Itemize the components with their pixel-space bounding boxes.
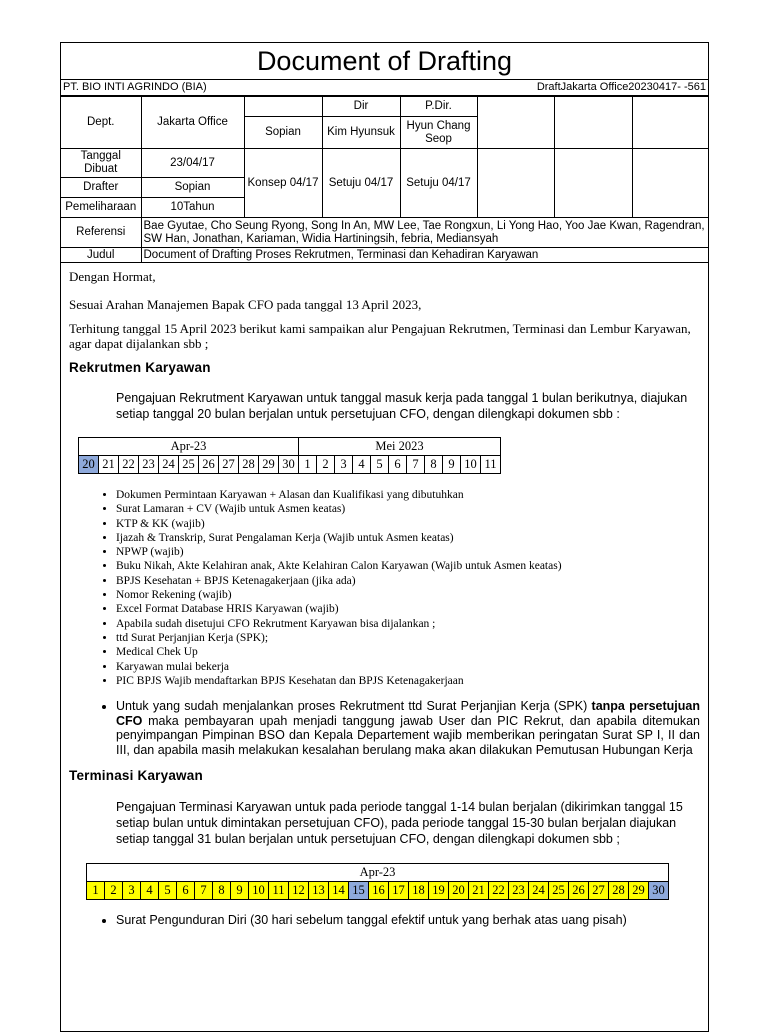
calendar-day: 27 xyxy=(589,881,609,899)
list-item: • Dokumen Permintaan Karyawan + Alasan dan Kualifikasi yang dibutuhkan xyxy=(116,488,700,502)
empty-cell xyxy=(554,97,632,149)
calendar-month-label: Mei 2023 xyxy=(299,438,501,456)
calendar-day: 3 xyxy=(335,456,353,474)
terminasi-document-list xyxy=(69,913,700,928)
empty-cell xyxy=(554,149,632,218)
calendar-day: 24 xyxy=(529,881,549,899)
calendar-day: 28 xyxy=(609,881,629,899)
list-item: • Medical Chek Up xyxy=(116,645,700,659)
list-item: • Buku Nikah, Akte Kelahiran anak, Akte Kelahiran Calon Karyawan (Wajib untuk Asmen keatas) xyxy=(116,559,700,573)
terminasi-intro: Pengajuan Terminasi Karyawan untuk pada periode tanggal 1-14 bulan berjalan (dikirimkan tanggal 15 setiap bulan untuk dimintakan persetujuan CFO), pada periode tanggal 15-30 bulan berjalan diajukan setiap tanggal 31 bulan berjalan untuk persetujuan CFO, dengan dilengkapi dokumen sbb ; xyxy=(116,799,683,846)
note-emphasis: tanpa persetujuan CFO xyxy=(116,699,700,728)
calendar-day: 14 xyxy=(329,881,349,899)
empty-cell xyxy=(477,97,554,149)
empty-cell xyxy=(632,97,709,149)
calendar-day: 4 xyxy=(353,456,371,474)
calendar-day: 25 xyxy=(549,881,569,899)
dept-value: Jakarta Office xyxy=(141,97,244,149)
calendar-day: 17 xyxy=(389,881,409,899)
tanggal-label: Tanggal Dibuat xyxy=(61,149,141,178)
calendar-day: 20 xyxy=(79,456,99,474)
rekrutmen-intro: Pengajuan Rekrutment Karyawan untuk tanggal masuk kerja pada tanggal 1 bulan berikutnya, diajukan setiap tanggal 20 bulan berjalan untuk persetujuan CFO, dengan dilengkapi dokumen sbb : xyxy=(116,391,688,421)
drafter-label: Drafter xyxy=(61,178,141,198)
calendar-day: 16 xyxy=(369,881,389,899)
calendar-day: 19 xyxy=(429,881,449,899)
note-text: maka pembayaran upah menjadi tanggung jawab User dan PIC Rekrut, dan apabila ditemukan penyimpangan Pimpinan BSO dan Kepala Departement wajib memberikan peringatan Surat SP I, II dan III, dan apabila masih melakukan kesalahan berulang maka akan dilakukan Pemutusan Hubungan Kerja xyxy=(116,713,700,757)
document-number: DraftJakarta Office20230417- -561 xyxy=(536,81,706,93)
paragraph-intro: Terhitung tanggal 15 April 2023 berikut kami sampaikan alur Pengajuan Rekrutmen, Terminasi dan Lembur Karyawan, agar dapat dijalankan sbb ; xyxy=(69,321,691,351)
calendar-day: 10 xyxy=(461,456,481,474)
approval-table xyxy=(61,96,709,263)
calendar-day: 23 xyxy=(509,881,529,899)
pemeliharaan-value: 10Tahun xyxy=(141,198,244,218)
pdir-label: P.Dir. xyxy=(400,97,477,117)
calendar-day: 21 xyxy=(99,456,119,474)
list-item: • Surat Pengunduran Diri (30 hari sebelum tanggal efektif untuk yang berhak atas uang pisah) xyxy=(116,913,700,928)
calendar-day: 12 xyxy=(289,881,309,899)
list-item: • ttd Surat Perjanjian Kerja (SPK); xyxy=(116,631,700,645)
list-item: • Excel Format Database HRIS Karyawan (wajib) xyxy=(116,602,700,616)
list-item: • BPJS Kesehatan + BPJS Ketenagakerjaan (jika ada) xyxy=(116,574,700,588)
referensi-label: Referensi xyxy=(61,218,141,248)
calendar-day: 28 xyxy=(239,456,259,474)
pdir-signatory: Hyun Chang Seop xyxy=(400,117,477,149)
judul-label: Judul xyxy=(61,248,141,263)
drafter-value: Sopian xyxy=(141,178,244,198)
calendar-day: 25 xyxy=(179,456,199,474)
calendar-day: 9 xyxy=(231,881,249,899)
tanggal-value: 23/04/17 xyxy=(141,149,244,178)
calendar-day: 1 xyxy=(299,456,317,474)
calendar-day: 26 xyxy=(199,456,219,474)
calendar-day: 26 xyxy=(569,881,589,899)
document-subheader xyxy=(61,80,708,96)
calendar-day: 5 xyxy=(159,881,177,899)
list-item: • PIC BPJS Wajib mendaftarkan BPJS Kesehatan dan BPJS Ketenagakerjaan xyxy=(116,674,700,688)
calendar-day: 21 xyxy=(469,881,489,899)
calendar-day: 1 xyxy=(87,881,105,899)
greeting: Dengan Hormat, xyxy=(69,269,156,284)
calendar-day: 18 xyxy=(409,881,429,899)
dept-label: Dept. xyxy=(61,97,141,149)
calendar-day: 30 xyxy=(279,456,299,474)
referensi-value: Bae Gyutae, Cho Seung Ryong, Song In An, MW Lee, Tae Rongxun, Li Yong Hao, Yoo Jae Kwan, Ragendran, SW Han, Jonathan, Kariaman, Widia Hartiningsih, febria, Mediansyah xyxy=(141,218,709,248)
note-text: Untuk yang sudah menjalankan proses Rekrutment ttd Surat Perjanjian Kerja (SPK) xyxy=(116,699,592,714)
rekrutmen-note-list xyxy=(69,699,700,757)
dir-label: Dir xyxy=(322,97,400,117)
calendar-month-label: Apr-23 xyxy=(79,438,299,456)
calendar-day: 22 xyxy=(119,456,139,474)
empty-cell xyxy=(244,97,322,117)
pdir-approval-status: Setuju 04/17 xyxy=(400,149,477,218)
calendar-day: 13 xyxy=(309,881,329,899)
calendar-day: 27 xyxy=(219,456,239,474)
calendar-day: 11 xyxy=(481,456,501,474)
rekrutmen-document-list xyxy=(69,488,700,688)
paragraph-instruction: Sesuai Arahan Manajemen Bapak CFO pada tanggal 13 April 2023, xyxy=(69,297,422,312)
calendar-day: 3 xyxy=(123,881,141,899)
list-item: • KTP & KK (wajib) xyxy=(116,517,700,531)
konsep-status: Konsep 04/17 xyxy=(244,149,322,218)
calendar-day: 6 xyxy=(177,881,195,899)
dir-approval-status: Setuju 04/17 xyxy=(322,149,400,218)
calendar-day: 2 xyxy=(105,881,123,899)
calendar-day: 8 xyxy=(425,456,443,474)
document-title: Document of Drafting xyxy=(61,43,708,80)
calendar-day: 4 xyxy=(141,881,159,899)
calendar-day: 8 xyxy=(213,881,231,899)
dir-signatory: Kim Hyunsuk xyxy=(322,117,400,149)
rekrutmen-calendar xyxy=(78,437,501,474)
drafter-signatory: Sopian xyxy=(244,117,322,149)
calendar-month-label: Apr-23 xyxy=(87,863,669,881)
terminasi-calendar xyxy=(86,863,669,900)
calendar-day: 11 xyxy=(269,881,289,899)
list-item: • NPWP (wajib) xyxy=(116,545,700,559)
calendar-day: 9 xyxy=(443,456,461,474)
empty-cell xyxy=(477,149,554,218)
calendar-day: 10 xyxy=(249,881,269,899)
document-frame xyxy=(60,42,709,1032)
empty-cell xyxy=(632,149,709,218)
section-heading-terminasi: Terminasi Karyawan xyxy=(69,767,203,783)
calendar-day: 29 xyxy=(629,881,649,899)
list-item: • Surat Lamaran + CV (Wajib untuk Asmen keatas) xyxy=(116,502,700,516)
document-body xyxy=(61,269,708,927)
rekrutmen-note xyxy=(116,699,700,757)
calendar-day: 20 xyxy=(449,881,469,899)
calendar-day: 2 xyxy=(317,456,335,474)
company-name: PT. BIO INTI AGRINDO (BIA) xyxy=(63,81,207,93)
calendar-day: 23 xyxy=(139,456,159,474)
list-item: • Nomor Rekening (wajib) xyxy=(116,588,700,602)
calendar-day: 5 xyxy=(371,456,389,474)
calendar-day: 7 xyxy=(195,881,213,899)
list-item: • Ijazah & Transkrip, Surat Pengalaman Kerja (Wajib untuk Asmen keatas) xyxy=(116,531,700,545)
calendar-day: 30 xyxy=(649,881,669,899)
pemeliharaan-label: Pemeliharaan xyxy=(61,198,141,218)
list-item: • Karyawan mulai bekerja xyxy=(116,660,700,674)
calendar-day: 22 xyxy=(489,881,509,899)
calendar-day: 29 xyxy=(259,456,279,474)
judul-value: Document of Drafting Proses Rekrutmen, Terminasi dan Kehadiran Karyawan xyxy=(141,248,709,263)
calendar-day: 6 xyxy=(389,456,407,474)
calendar-day: 24 xyxy=(159,456,179,474)
calendar-day: 7 xyxy=(407,456,425,474)
list-item: • Apabila sudah disetujui CFO Rekrutment Karyawan bisa dijalankan ; xyxy=(116,617,700,631)
calendar-day: 15 xyxy=(349,881,369,899)
section-heading-rekrutmen: Rekrutmen Karyawan xyxy=(69,360,211,375)
